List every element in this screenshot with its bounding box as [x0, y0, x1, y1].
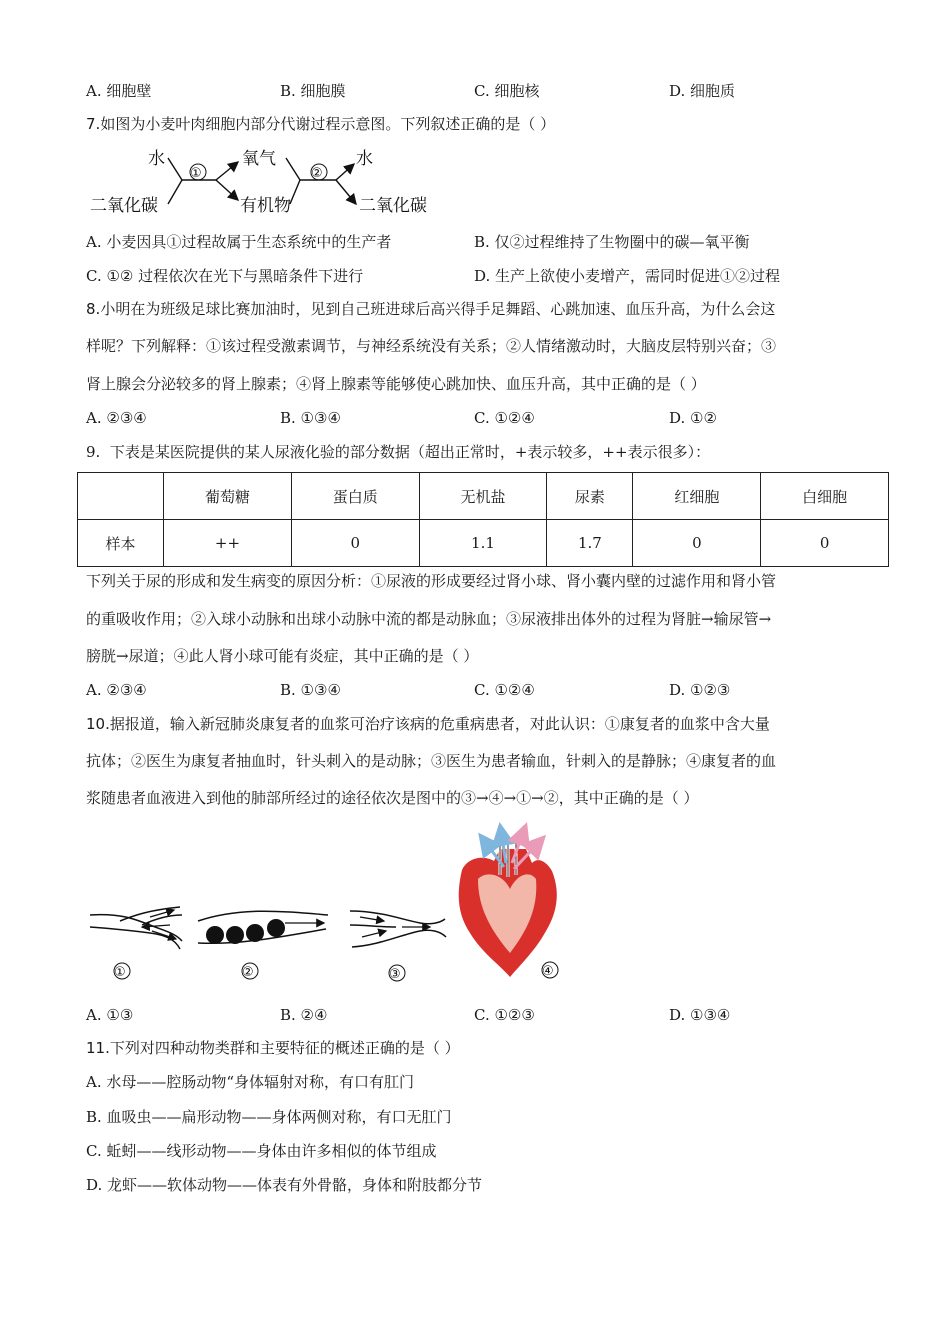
q7-oxygen-arrow	[216, 162, 238, 180]
q7-water-in-label: 水	[148, 149, 165, 169]
q11-option-c: C. 蚯蚓——线形动物——身体由许多相似的体节组成	[86, 1142, 437, 1160]
q11-option-a: A. 水母——腔肠动物“身体辐射对称，有口有肛门	[86, 1073, 415, 1091]
q8-stem-line-2: 样呢？下列解释：①该过程受激素调节，与神经系统没有关系；②人情绪激动时，大脑皮层特别兴奋；③	[86, 337, 777, 355]
q9-data-cell: 1.1	[419, 520, 547, 567]
q9-number: 9.	[86, 443, 101, 461]
figure-label-3: ③	[389, 967, 401, 982]
q7-oxygen-join-line	[286, 158, 300, 180]
q8-option-d: D. ①②	[669, 409, 717, 427]
q9-analysis-line-1: 下列关于尿的形成和发生病变的原因分析：①尿液的形成要经过肾小球、肾小囊内壁的过滤作用和肾小管	[86, 572, 777, 590]
q9-data-cell: 样本	[78, 520, 164, 567]
q7-step2-label: ②	[311, 166, 323, 181]
q7-option-a: A. 小麦因具①过程故属于生态系统中的生产者	[86, 233, 392, 251]
q6-option-d: D. 细胞质	[669, 82, 736, 100]
vessel-1-drawing	[90, 907, 182, 949]
q9-stem-line	[86, 442, 710, 462]
q8-stem-1: 小明在为班级足球比赛加油时，见到自己班进球后高兴得手足舞蹈、心跳加速、血压升高，为什么会这	[100, 300, 776, 318]
q9-header-cell: 葡萄糖	[164, 473, 292, 520]
q9-header-cell: 蛋白质	[291, 473, 419, 520]
q11-stem: 下列对四种动物类群和主要特征的概述正确的是（ ）	[109, 1039, 460, 1057]
q6-option-c: C. 细胞核	[474, 82, 540, 100]
q7-option-c: C. ①② 过程依次在光下与黑暗条件下进行	[86, 267, 364, 285]
q11-number: 11.	[86, 1039, 110, 1057]
q9-data-cell: ++	[164, 520, 292, 567]
q7-organic-arrow	[216, 180, 238, 200]
q7-co2-in-line	[168, 180, 182, 204]
q7-option-b: B. 仅②过程维持了生物圈中的碳—氧平衡	[474, 233, 750, 251]
q9-data-cell: 0	[633, 520, 761, 567]
q7-water-in-line	[168, 158, 182, 180]
q9-header-cell: 红细胞	[633, 473, 761, 520]
q7-co2-in-label: 二氧化碳	[90, 196, 158, 216]
heart-drawing	[459, 825, 557, 977]
q9-data-cell: 1.7	[547, 520, 633, 567]
q9-option-b: B. ①③④	[280, 681, 341, 699]
q7-organic-label: 有机物	[240, 196, 291, 216]
vessel-3-drawing	[350, 911, 446, 947]
q9-data-cell: 0	[761, 520, 889, 567]
q9-header-cell: 无机盐	[419, 473, 547, 520]
q9-option-c: C. ①②④	[474, 681, 535, 699]
q8-option-b: B. ①③④	[280, 409, 341, 427]
q10-stem-line-2: 抗体；②医生为康复者抽血时，针头刺入的是动脉；③医生为患者输血，针刺入的是静脉；④康复者的血	[86, 752, 777, 770]
q7-co2-out-arrow	[336, 180, 356, 204]
q7-number: 7.	[86, 115, 101, 133]
q7-oxygen-label: 氧气	[242, 149, 276, 169]
q7-organic-join-line	[290, 180, 300, 204]
q10-stem-1: 据报道，输入新冠肺炎康复者的血浆可治疗该病的危重病患者，对此认识：①康复者的血浆中含大量	[109, 715, 770, 733]
q7-metabolism-diagram	[86, 142, 446, 222]
q9-option-a: A. ②③④	[86, 681, 147, 699]
figure-label-1: ①	[114, 965, 126, 980]
q10-option-a: A. ①③	[86, 1006, 134, 1024]
q9-header-cell	[78, 473, 164, 520]
q11-stem-line	[86, 1038, 460, 1058]
q6-option-b: B. 细胞膜	[280, 82, 346, 100]
q7-water-out-label: 水	[356, 149, 373, 169]
q10-number: 10.	[86, 715, 110, 733]
q9-header-cell: 尿素	[547, 473, 633, 520]
q7-water-out-arrow	[336, 164, 354, 180]
q8-stem-line-1	[86, 299, 775, 319]
q10-option-d: D. ①③④	[669, 1006, 731, 1024]
q9-analysis-line-2: 的重吸收作用；②入球小动脉和出球小动脉中流的都是动脉血；③尿液排出体外的过程为肾脏→输尿管→	[86, 610, 772, 628]
q7-stem-line	[86, 114, 555, 134]
q9-table-row	[78, 520, 889, 567]
q9-table-header-row	[78, 473, 889, 520]
q7-co2-out-label: 二氧化碳	[359, 196, 427, 216]
q8-option-c: C. ①②④	[474, 409, 535, 427]
q10-blood-vessel-figure	[80, 815, 580, 990]
figure-label-2: ②	[242, 965, 254, 980]
figure-label-4: ④	[542, 964, 554, 979]
q9-urine-table	[77, 472, 889, 567]
q9-data-cell: 0	[291, 520, 419, 567]
q8-option-a: A. ②③④	[86, 409, 147, 427]
q7-stem: 如图为小麦叶肉细胞内部分代谢过程示意图。下列叙述正确的是（ ）	[100, 115, 556, 133]
q8-number: 8.	[86, 300, 101, 318]
q11-option-b: B. 血吸虫——扁形动物——身体两侧对称，有口无肛门	[86, 1108, 452, 1126]
q10-stem-line-3: 浆随患者血液进入到他的肺部所经过的途径依次是图中的③→④→①→②，其中正确的是（ ）	[86, 789, 699, 807]
q10-option-b: B. ②④	[280, 1006, 328, 1024]
q9-analysis-line-3: 膀胱→尿道；④此人肾小球可能有炎症，其中正确的是（ ）	[86, 647, 479, 665]
q6-option-a: A. 细胞壁	[86, 82, 152, 100]
q7-step1-label: ①	[190, 166, 202, 181]
q8-stem-line-3: 肾上腺会分泌较多的肾上腺素；④肾上腺素等能够使心跳加快、血压升高，其中正确的是（ ）	[86, 375, 706, 393]
q9-option-d: D. ①②③	[669, 681, 731, 699]
q10-option-c: C. ①②③	[474, 1006, 535, 1024]
q7-option-d: D. 生产上欲使小麦增产，需同时促进①②过程	[474, 267, 781, 285]
q10-stem-line-1	[86, 714, 770, 734]
vessel-2-drawing	[198, 911, 328, 944]
q9-stem: 下表是某医院提供的某人尿液化验的部分数据（超出正常时，+表示较多，++表示很多）：	[109, 443, 711, 461]
q9-header-cell: 白细胞	[761, 473, 889, 520]
q11-option-d: D. 龙虾——软体动物——体表有外骨骼，身体和附肢都分节	[86, 1176, 483, 1194]
